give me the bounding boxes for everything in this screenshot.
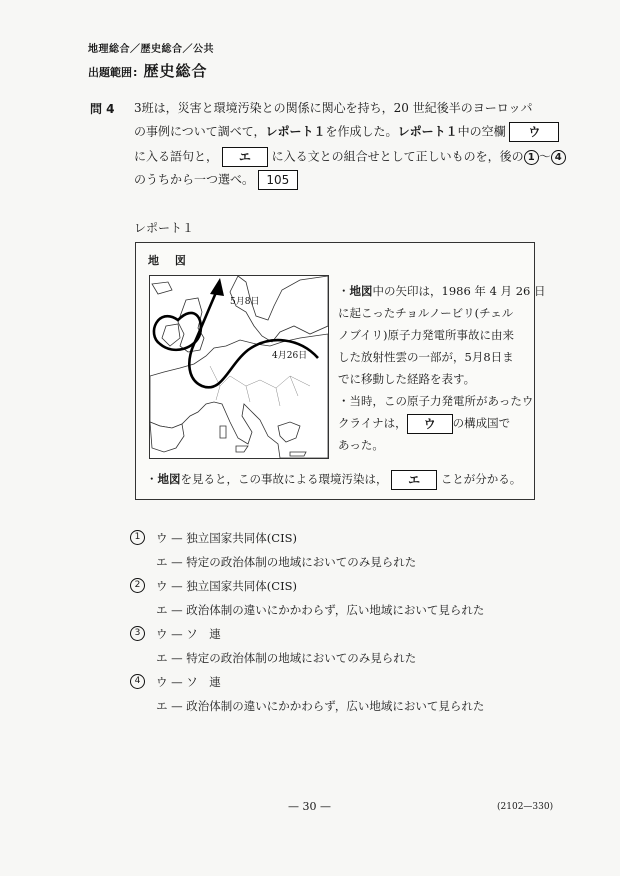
choice-e: エ — 特定の政治体制の地域においてのみ見られた xyxy=(156,651,417,665)
side-line-3: ノブイリ)原子力発電所事故に由来 xyxy=(338,328,514,342)
exam-range xyxy=(88,60,208,81)
q2-text-c: 中の空欄 xyxy=(457,124,506,139)
blank-e-in-report: エ xyxy=(391,470,437,490)
scandinavia xyxy=(230,276,328,342)
q2-report-b: レポート１ xyxy=(397,124,458,139)
question-line-1: 3班は，災害と環境汚染との関係に関心を持ち，20 世紀後半のヨーロッパ xyxy=(134,101,533,115)
side-line-6: ・当時，この原子力発電所があったウ xyxy=(338,394,534,408)
blank-u-in-report: ウ xyxy=(407,414,453,434)
question-line-2 xyxy=(134,122,559,142)
side-line-5: でに移動した経路を表す。 xyxy=(338,372,476,386)
side-text-7b: の構成国で xyxy=(452,416,511,430)
range-value: 歴史総合 xyxy=(143,62,208,80)
q3-text: に入る語句と， xyxy=(134,149,219,164)
subject-header: 地理総合／歴史総合／公共 xyxy=(88,44,214,55)
q2-text-b: を作成した。 xyxy=(325,124,398,139)
side-text-1: 中の矢印は，1986 年 4 月 26 日 xyxy=(372,284,546,298)
ireland xyxy=(162,324,180,346)
q2-report: レポート１ xyxy=(265,124,326,139)
choice-e: エ — 特定の政治体制の地域においてのみ見られた xyxy=(156,555,417,569)
report-bottom-note xyxy=(146,470,521,490)
side-line-2: に起こったチョルノービリ(チェル xyxy=(338,306,514,320)
q3-text-b: に入る文との組合せとして正しいものを，後の xyxy=(271,149,524,164)
blank-e: エ xyxy=(222,147,268,167)
choice-u: ウ — ソ 連 xyxy=(156,627,221,641)
choice-number: 3 xyxy=(130,626,145,641)
question-number: 問 4 xyxy=(90,102,115,116)
iceland xyxy=(152,282,172,294)
crete xyxy=(290,452,306,456)
side-text-7: クライナは， xyxy=(338,416,407,430)
side-line-4: した放射性雲の一部が，5月8日ま xyxy=(338,350,514,364)
bottom-text: を見ると，この事故による環境汚染は， xyxy=(180,472,388,486)
exam-code: (2102—330) xyxy=(497,802,554,812)
side-line-7 xyxy=(338,412,528,434)
range-separator: : xyxy=(133,66,138,79)
range-label: 出題範囲 xyxy=(88,66,132,79)
arrow-head xyxy=(210,278,224,296)
choice-number: 1 xyxy=(130,530,145,545)
answer-number-box[interactable]: 105 xyxy=(258,170,298,190)
choice-number: 2 xyxy=(130,578,145,593)
choice-number: 4 xyxy=(130,674,145,689)
choice-u: ウ — 独立国家共同体(CIS) xyxy=(156,531,298,545)
choice-u: ウ — ソ 連 xyxy=(156,675,221,689)
map-svg xyxy=(150,276,328,458)
europe-map xyxy=(149,275,329,459)
bullet: ・ xyxy=(146,472,158,486)
map-ref: 地図 xyxy=(157,472,181,486)
choice-e: エ — 政治体制の違いにかかわらず，広い地域において見られた xyxy=(156,699,485,713)
circle-1: 1 xyxy=(524,150,539,165)
bullet: ・ xyxy=(338,284,350,298)
circle-4: 4 xyxy=(551,150,566,165)
side-line-8: あった。 xyxy=(338,438,384,452)
map-date-may: 5月8日 xyxy=(230,297,260,307)
sicily xyxy=(236,446,248,452)
report-side-text xyxy=(338,280,546,456)
map-ref: 地図 xyxy=(349,284,373,298)
q4-text: のうちから一つ選べ。 xyxy=(134,172,255,187)
q2-text: の事例について調べて， xyxy=(134,124,266,139)
sardinia xyxy=(220,426,226,438)
choice-u: ウ — 独立国家共同体(CIS) xyxy=(156,579,298,593)
blank-u: ウ xyxy=(509,122,559,142)
question-line-3 xyxy=(134,147,566,167)
tilde: ～ xyxy=(538,149,551,164)
page-number: — 30 — xyxy=(288,800,331,813)
bottom-text-b: ことが分かる。 xyxy=(440,472,522,486)
map-date-apr: 4月26日 xyxy=(272,351,308,361)
report-title: レポート１ xyxy=(134,221,195,235)
choice-e: エ — 政治体制の違いにかかわらず，広い地域において見られた xyxy=(156,603,485,617)
side-line-1 xyxy=(338,280,546,302)
question-line-4 xyxy=(134,170,298,190)
map-label: 地 図 xyxy=(148,254,192,267)
